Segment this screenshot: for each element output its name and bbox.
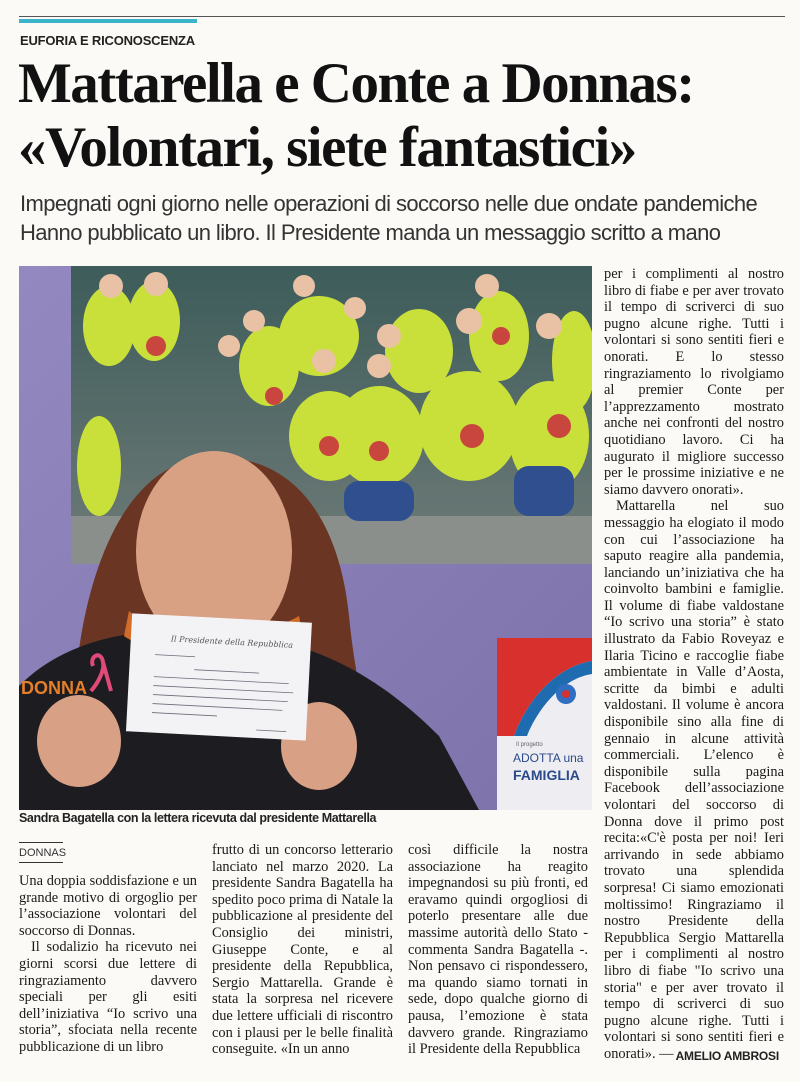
paragraph: così difficile la nostra associazione ha reagito impegnandosi su più fronti, ed eravamo quindi orgogliosi di poterlo presentare alle due massime autorità dello Stato - commenta Sandra Bagatella -. Non pensavo ci rispondessero, ma quando siamo tornati in sede, dopo qualche giorno di pausa, l’emozione è stata davvero grande. Ringraziamo il Presidente della Repubblica (408, 842, 588, 1058)
article-column-3 (408, 842, 588, 1058)
stand-small-text: Il progetto (516, 742, 543, 748)
paragraph: frutto di un concorso letterario lanciato nel marzo 2020. La presidente Sandra Bagatella ha spedito poco prima di Natale la pubblicazione al presidente del Consiglio dei ministri, Giuseppe Conte, e al presidente della Repubblica, Sergio Mattarella. Grande è stata la sorpresa nel ricevere due lettere ufficiali di riscontro con i plausi per le belle finalità conseguite. «In un anno (212, 842, 393, 1058)
dateline-block (19, 842, 67, 863)
paragraph: Una doppia soddisfazione e un grande motivo di orgoglio per l’associazione volontari del soccorso di Donnas. (19, 873, 197, 939)
paragraph: Il sodalizio ha ricevuto nei giorni scorsi due lettere di ringraziamento davvero speciali per gli esiti dell’iniziativa “Io scrivo una storia”, sfociata nella recente pubblicazione di un libro (19, 939, 197, 1055)
top-rule (19, 16, 785, 17)
stand-line-2: FAMIGLIA (513, 767, 580, 783)
subheadline-line-2: Hanno pubblicato un libro. Il Presidente manda un messaggio scritto a mano (20, 220, 721, 245)
handwritten-letter (126, 613, 312, 740)
author-byline: AMELIO AMBROSI (675, 1049, 779, 1063)
letter-heading: Il Presidente della Repubblica (170, 634, 294, 650)
article-column-1 (19, 873, 197, 1056)
subheadline-line-1: Impegnati ogni giorno nelle operazioni di soccorso nelle due ondate pandemiche (20, 191, 758, 216)
photo-caption: Sandra Bagatella con la lettera ricevuta dal presidente Mattarella (19, 811, 377, 825)
adotta-una-famiglia-stand (497, 638, 592, 810)
dateline-rule-bottom (19, 862, 63, 863)
stand-line-1: ADOTTA una (513, 751, 584, 765)
headline-line-2: «Volontari, siete fantastici» (18, 116, 636, 179)
paragraph: Mattarella nel suo messaggio ha elogiato il modo con cui l’associazione ha saputo reagire alla pandemia, lanciando un’iniziativa che ha coinvolto bambini e famiglie. Il volume di fiabe valdostane “Io scrivo una storia” è stato illustrato da Fabio Roveyaz e Ilaria Ticino e raccoglie fiabe ambientate in Valle d’Aosta, scritte da bimbi e adulti valdostani. Il volume è ancora disponibile sino alla fine di gennaio in alcune attività commerciali. L’elenco è disponibile sulla pagina Facebook dell’associazione volontari del soccorso di Donna dove il primo post recita:«C'è posta per noi! Ieri arrivando in sede abbiamo trovato una splendida sorpresa! Ci siamo emozionati moltissimo! Ringraziamo il nostro Presidente della Repubblica Sergio Mattarella per i complimenti al nostro libro di fiabe "Io scrivo una storia" e per aver trovato il tempo di scriverci di suo pugno alcune righe. Tutti i volontari si sono sentiti fieri e onorati». — (604, 498, 784, 1062)
shirt-logo-text: DONNA (21, 678, 87, 698)
dateline-rule-top (19, 842, 63, 843)
headline-line-1: Mattarella e Conte a Donnas: (18, 52, 694, 115)
article-photo (19, 266, 592, 810)
headline (18, 52, 788, 180)
section-accent-bar (19, 19, 197, 23)
paragraph: per i complimenti al nostro libro di fiabe e per aver trovato il tempo di scriverci di suo pugno alcune righe. Tutti i volontari si sono sentiti fieri e onorati. E lo stesso ringraziamento lo rivolgiamo al premier Conte per l’apprezzamento mostrato anche nei confronti del nostro quotidiano lavoro. Ci ha augurato il migliore successo per le prossime iniziative e ne siamo davvero onorati». (604, 266, 784, 498)
article-column-4 (604, 266, 784, 1063)
article-column-2 (212, 842, 393, 1058)
photo-illustration (19, 266, 592, 810)
dateline: DONNAS (19, 847, 67, 859)
subheadline (20, 189, 790, 247)
section-label: EUFORIA E RICONOSCENZA (20, 33, 195, 48)
